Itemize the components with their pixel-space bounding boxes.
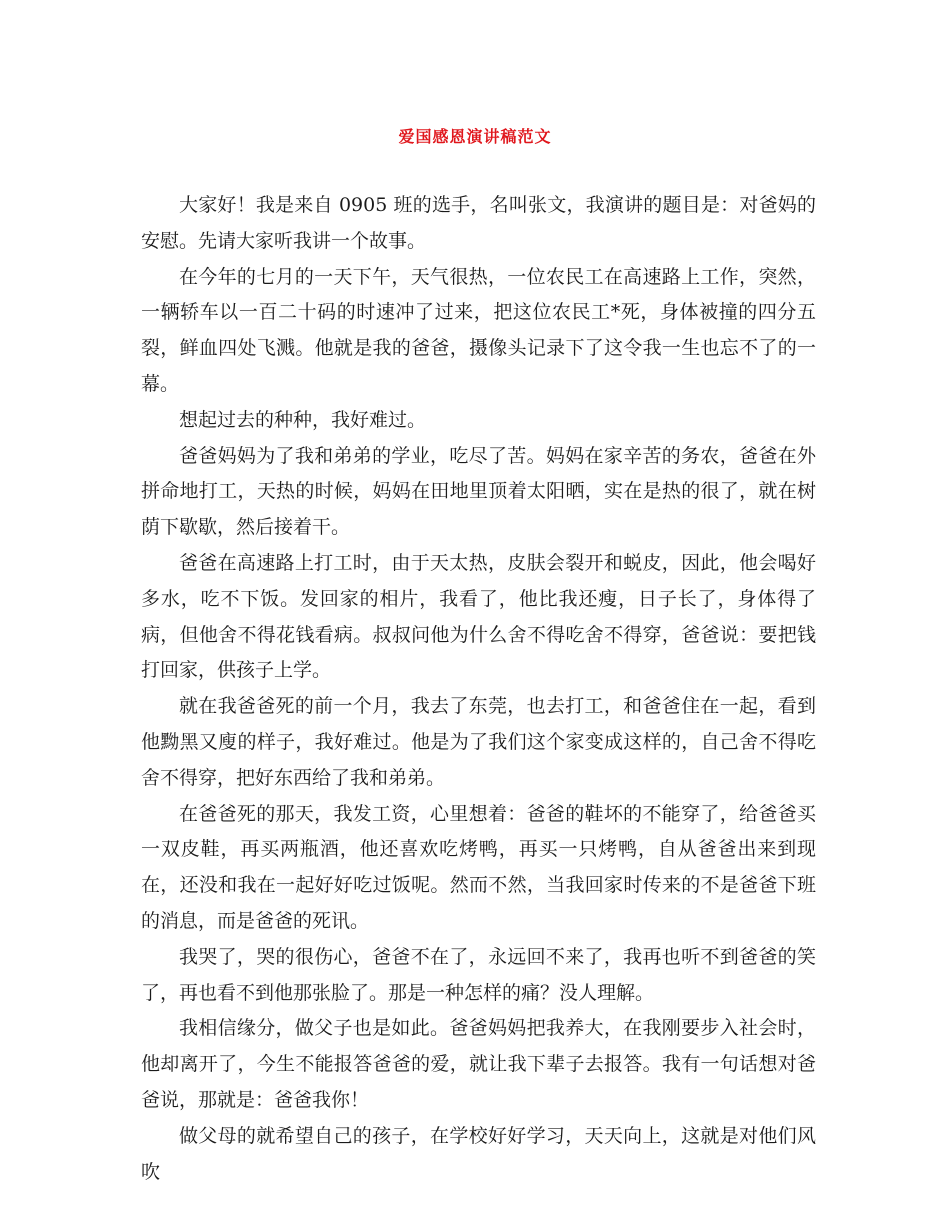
paragraph: 就在我爸爸死的前一个月，我去了东莞，也去打工，和爸爸住在一起，看到他黝黑又廋的样子，我好难过。他是为了我们这个家变成这样的，自己舍不得吃舍不得穿，把好东西给了我和弟弟。 [141, 695, 816, 789]
paragraph: 在今年的七月的一天下午，天气很热，一位农民工在高速路上工作，突然，一辆轿车以一百二十码的时速冲了过来，把这位农民工*死，身体被撞的四分五裂，鲜血四处飞溅。他就是我的爸爸，摄像头记录下了这令我一生也忘不了的一幕。 [141, 265, 816, 395]
paragraph: 爸爸妈妈为了我和弟弟的学业，吃尽了苦。妈妈在家辛苦的务农，爸爸在外拼命地打工，天热的时候，妈妈在田地里顶着太阳晒，实在是热的很了，就在树荫下歇歇，然后接着干。 [141, 444, 816, 539]
document-body [141, 188, 816, 1190]
paragraph: 做父母的就希望自己的孩子，在学校好好学习，天天向上，这就是对他们风吹 [141, 1124, 816, 1183]
paragraph: 大家好！我是来自 0905 班的选手，名叫张文，我演讲的题目是：对爸妈的安慰。先请大家听我讲一个故事。 [141, 194, 816, 252]
paragraph: 我相信缘分，做父子也是如此。爸爸妈妈把我养大，在我刚要步入社会时，他却离开了，今生不能报答爸爸的爱，就让我下辈子去报答。我有一句话想对爸爸说，那就是：爸爸我你！ [141, 1017, 816, 1111]
document-title: 爱国感恩演讲稿范文 [398, 127, 552, 146]
paragraph: 我哭了，哭的很伤心，爸爸不在了，永远回不来了，我再也听不到爸爸的笑了，再也看不到他那张脸了。那是一种怎样的痛？没人理解。 [141, 945, 816, 1004]
paragraph: 在爸爸死的那天，我发工资，心里想着：爸爸的鞋坏的不能穿了，给爸爸买一双皮鞋，再买两瓶酒，他还喜欢吃烤鸭，再买一只烤鸭，自从爸爸出来到现在，还没和我在一起好好吃过饭呢。然而不然，当我回家时传来的不是爸爸下班的消息，而是爸爸的死讯。 [141, 802, 816, 932]
paragraph: 爸爸在高速路上打工时，由于天太热，皮肤会裂开和蜕皮，因此，他会喝好多水，吃不下饭。发回家的相片，我看了，他比我还瘦，日子长了，身体得了病，但他舍不得花钱看病。叔叔问他为什么舍不得吃舍不得穿，爸爸说：要把钱打回家，供孩子上学。 [141, 551, 816, 682]
paragraph: 想起过去的种种，我好难过。 [179, 408, 427, 431]
